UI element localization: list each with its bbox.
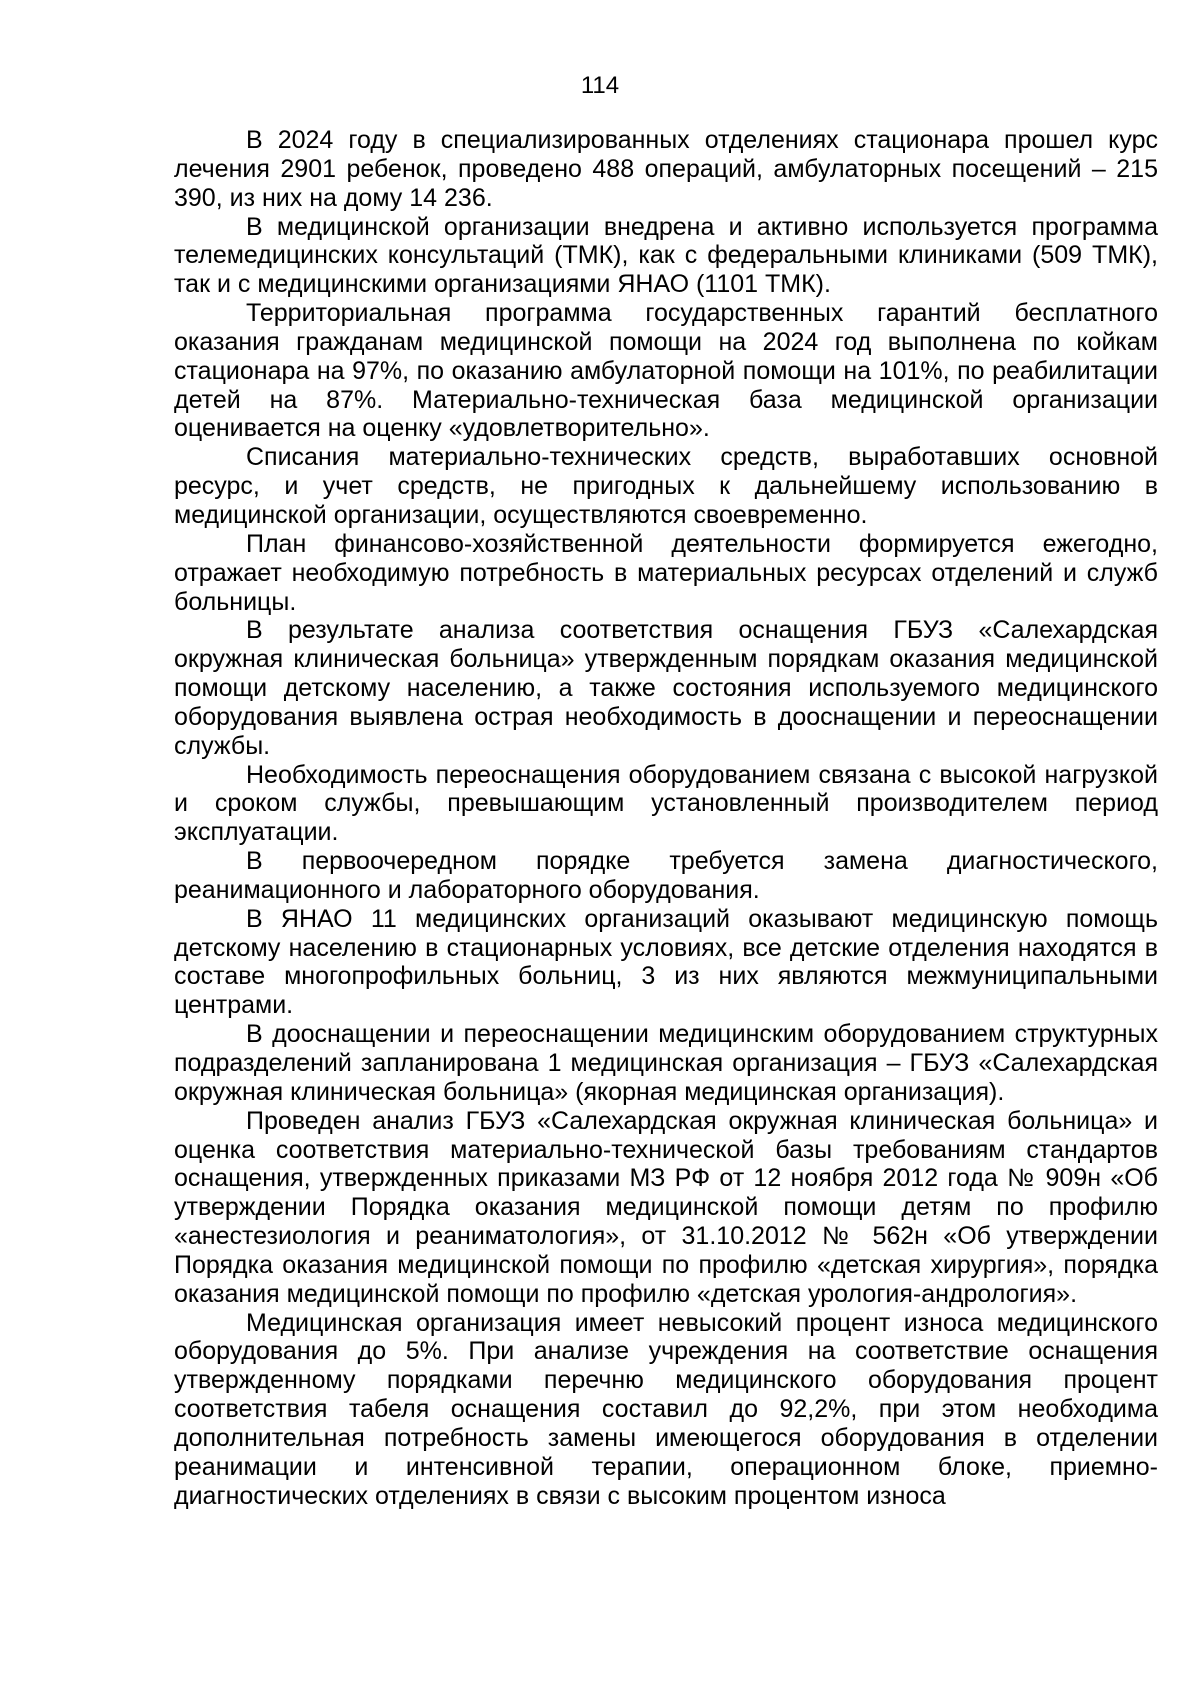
paragraph: Территориальная программа государственных гарантий бесплатного оказания гражданам медицинской помощи на 2024 год выполнена по койкам стационара на 97%, по оказанию амбулаторной помощи на 101%, по реабилитации детей на 87%. Материально-техническая база медицинской организации оценивается на оценку «удовлетворительно». (174, 299, 1158, 443)
document-body (174, 126, 1158, 1511)
paragraph: В ЯНАО 11 медицинских организаций оказывают медицинскую помощь детскому населению в стационарных условиях, все детские отделения находятся в составе многопрофильных больниц, 3 из них являются межмуниципальными центрами. (174, 904, 1158, 1020)
paragraph: В результате анализа соответствия оснащения ГБУЗ «Салехардская окружная клиническая больница» утвержденным порядкам оказания медицинской помощи детскому населению, а также состояния используемого медицинского оборудования выявлена острая необходимость в дооснащении и переоснащении службы. (174, 616, 1158, 760)
page-number: 114 (580, 72, 620, 99)
paragraph: Проведен анализ ГБУЗ «Салехардская окружная клиническая больница» и оценка соответствия материально-технической базы требованиям стандартов оснащения, утвержденных приказами МЗ РФ от 12 ноября 2012 года № 909н «Об утверждении Порядка оказания медицинской помощи детям по профилю «анестезиология и реаниматология», от 31.10.2012 № 562н «Об утверждении Порядка оказания медицинской помощи по профилю «детская хирургия», порядка оказания медицинской помощи по профилю «детская урология-андрология». (174, 1106, 1158, 1308)
paragraph: Необходимость переоснащения оборудованием связана с высокой нагрузкой и сроком службы, превышающим установленный производителем период эксплуатации. (174, 760, 1158, 847)
paragraph: В медицинской организации внедрена и активно используется программа телемедицинских консультаций (ТМК), как с федеральными клиниками (509 ТМК), так и с медицинскими организациями ЯНАО (1101 ТМК). (174, 212, 1158, 299)
paragraph: В дооснащении и переоснащении медицинским оборудованием структурных подразделений запланирована 1 медицинская организация – ГБУЗ «Салехардская окружная клиническая больница» (якорная медицинская организация). (174, 1020, 1158, 1106)
paragraph: План финансово-хозяйственной деятельности формируется ежегодно, отражает необходимую потребность в материальных ресурсах отделений и служб больницы. (174, 529, 1158, 616)
paragraph: В 2024 году в специализированных отделениях стационара прошел курс лечения 2901 ребенок, проведено 488 операций, амбулаторных посещений – 215 390, из них на дому 14 236. (174, 126, 1158, 212)
paragraph: Медицинская организация имеет невысокий процент износа медицинского оборудования до 5%. При анализе учреждения на соответствие оснащения утвержденному порядками перечню медицинского оборудования процент соответствия табеля оснащения составил до 92,2%, при этом необходима дополнительная потребность замены имеющегося оборудования в отделении реанимации и интенсивной терапии, операционном блоке, приемно-диагностических отделениях в связи с высоким процентом износа (174, 1308, 1158, 1510)
paragraph: В первоочередном порядке требуется замена диагностического, реанимационного и лабораторного оборудования. (174, 847, 1158, 904)
paragraph: Списания материально-технических средств, выработавших основной ресурс, и учет средств, не пригодных к дальнейшему использованию в медицинской организации, осуществляются своевременно. (174, 443, 1158, 529)
